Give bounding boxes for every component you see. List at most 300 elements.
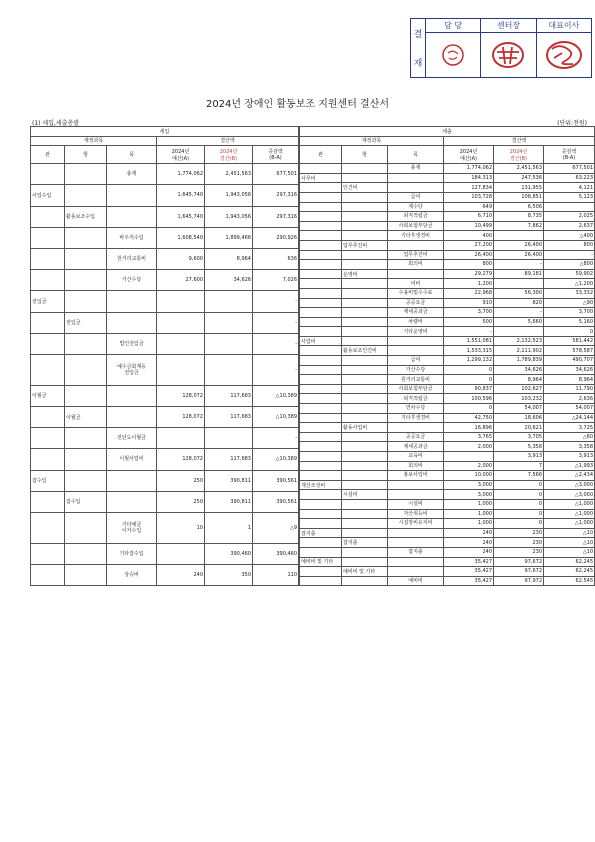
amount-cell: - [253, 291, 299, 312]
account-cell [388, 269, 444, 279]
amount-cell: - [253, 354, 299, 385]
account-cell: 퇴직적립금 [388, 394, 444, 404]
account-cell [342, 202, 388, 212]
account-cell: 활동보조수입 [65, 206, 107, 227]
amount-cell: 1,943,056 [205, 206, 253, 227]
amount-cell: 26,400 [494, 250, 544, 260]
account-cell [300, 471, 342, 481]
amount-cell: 97,972 [494, 576, 544, 586]
account-cell [300, 432, 342, 442]
section-subtitle: (1) 세입,세출총괄 [32, 120, 80, 127]
account-cell [65, 428, 107, 449]
amount-cell: 184,313 [444, 173, 494, 183]
amount-cell: 6,710 [444, 212, 494, 222]
amount-cell: 8,735 [494, 212, 544, 222]
amount-cell: 33,332 [544, 288, 595, 298]
signature-stamp-icon [481, 33, 535, 77]
amount-cell: 0 [444, 365, 494, 375]
amount-cell: 0 [444, 375, 494, 385]
table-row [31, 543, 299, 564]
income-col-diff: 증감액 (B-A) [253, 146, 299, 164]
account-cell: 회의비 [388, 461, 444, 471]
amount-cell: 11,790 [544, 384, 595, 394]
table-row [300, 423, 595, 433]
table-row [31, 512, 299, 543]
amount-cell [494, 231, 544, 241]
account-cell: 차량비 [388, 317, 444, 327]
amount-cell: 62,245 [544, 567, 595, 577]
account-cell [342, 461, 388, 471]
amount-cell: 240 [444, 528, 494, 538]
amount-cell: 128,072 [157, 406, 205, 427]
amount-cell: 1,774,062 [444, 164, 494, 174]
amount-cell: 390,460 [205, 543, 253, 564]
table-row [300, 442, 595, 452]
approval-side-label [411, 19, 426, 77]
account-cell [300, 212, 342, 222]
amount-cell: 16,896 [444, 423, 494, 433]
account-cell [300, 356, 342, 366]
amount-cell: 1,533,315 [444, 346, 494, 356]
account-cell [300, 519, 342, 529]
account-cell: 사업비 [300, 336, 342, 346]
table-row [31, 206, 299, 227]
approval-header-director: 센터장 [481, 19, 535, 33]
amount-cell: - [444, 327, 494, 337]
income-table [30, 126, 299, 586]
table-row [300, 480, 595, 490]
expense-col-group: 계정과목 [300, 136, 444, 146]
account-cell [388, 423, 444, 433]
amount-cell: 3,725 [544, 423, 595, 433]
amount-cell: 3,000 [444, 490, 494, 500]
account-cell [31, 248, 65, 269]
amount-cell: △60 [544, 432, 595, 442]
table-row [300, 538, 595, 548]
amount-cell [205, 312, 253, 333]
account-cell [388, 240, 444, 250]
amount-cell: 1,774,062 [157, 164, 205, 185]
amount-cell: △10 [544, 538, 595, 548]
approval-col-staff [426, 19, 481, 77]
account-cell: 활동보조인건비 [342, 346, 388, 356]
amount-cell: 1,299,132 [444, 356, 494, 366]
amount-cell [494, 279, 544, 289]
account-cell [300, 423, 342, 433]
account-cell [107, 185, 157, 206]
amount-cell: 5,123 [544, 192, 595, 202]
account-cell [107, 491, 157, 512]
table-row [300, 240, 595, 250]
approval-header-staff: 담 당 [426, 19, 480, 33]
amount-cell: 1,899,466 [205, 227, 253, 248]
income-header: 세입 [31, 127, 299, 137]
amount-cell: 400 [444, 231, 494, 241]
amount-cell: 0 [494, 480, 544, 490]
account-cell: 기타운영비 [388, 327, 444, 337]
account-cell: 사무비 [300, 173, 342, 183]
amount-cell: △2,434 [544, 471, 595, 481]
amount-cell: △1,000 [544, 499, 595, 509]
account-cell [300, 269, 342, 279]
table-row [300, 250, 595, 260]
amount-cell: △10 [544, 547, 595, 557]
table-row [300, 567, 595, 577]
amount-cell: 54,007 [544, 404, 595, 414]
account-cell [342, 212, 388, 222]
amount-cell: 34,626 [544, 365, 595, 375]
account-cell [388, 557, 444, 567]
amount-cell: 90,837 [444, 384, 494, 394]
account-cell [65, 291, 107, 312]
account-cell: 기타후생경비 [388, 413, 444, 423]
expense-col-budget: 2024년 예산(A) [444, 146, 494, 164]
table-row [31, 565, 299, 586]
table-row [300, 461, 595, 471]
amount-cell: △800 [544, 260, 595, 270]
account-cell [388, 490, 444, 500]
account-cell [342, 327, 388, 337]
amount-cell: △1,000 [544, 509, 595, 519]
account-cell: 공공요금 [388, 432, 444, 442]
account-cell: 예비비 및 기타 [342, 567, 388, 577]
account-cell [388, 538, 444, 548]
amount-cell: 500 [444, 317, 494, 327]
table-row [300, 404, 595, 414]
expense-col-gwan: 관 [300, 146, 342, 164]
table-row [300, 221, 595, 231]
table-row [300, 557, 595, 567]
account-cell: 활동사업비 [342, 423, 388, 433]
amount-cell: 5,160 [544, 317, 595, 327]
table-row [31, 164, 299, 185]
account-cell: 제수당 [388, 202, 444, 212]
account-cell [342, 576, 388, 586]
account-cell [342, 260, 388, 270]
income-col-group: 계정과목 [31, 136, 157, 146]
table-row [300, 519, 595, 529]
amount-cell: 230 [494, 538, 544, 548]
table-row [300, 288, 595, 298]
account-cell [342, 499, 388, 509]
amount-cell: 56,300 [494, 288, 544, 298]
account-cell [65, 385, 107, 406]
account-cell [342, 173, 388, 183]
amount-cell: 62,245 [544, 557, 595, 567]
account-cell [300, 317, 342, 327]
table-row [300, 490, 595, 500]
table-row [31, 312, 299, 333]
amount-cell: 26,400 [444, 250, 494, 260]
account-cell: 원거리교통비 [107, 248, 157, 269]
account-cell [300, 404, 342, 414]
account-cell [342, 375, 388, 385]
account-cell: 이월금 [31, 385, 65, 406]
amount-cell [444, 452, 494, 462]
amount-cell: 131,955 [494, 183, 544, 193]
amount-cell: 27,200 [444, 240, 494, 250]
approval-header-ceo: 대표이사 [537, 19, 591, 33]
signature-stamp-icon [537, 33, 591, 77]
amount-cell: 2,451,563 [494, 164, 544, 174]
account-cell [31, 565, 65, 586]
account-cell [300, 567, 342, 577]
amount-cell: 240 [444, 547, 494, 557]
account-cell [300, 461, 342, 471]
table-row [300, 279, 595, 289]
account-cell [300, 442, 342, 452]
amount-cell: 390,561 [253, 491, 299, 512]
account-cell [342, 317, 388, 327]
account-cell [31, 449, 65, 470]
amount-cell: 8,964 [544, 375, 595, 385]
account-cell: 법인전입금 [107, 333, 157, 354]
table-row [300, 346, 595, 356]
account-cell [342, 288, 388, 298]
amount-cell: 63,223 [544, 173, 595, 183]
amount-cell [157, 354, 205, 385]
amount-cell: 117,683 [205, 406, 253, 427]
account-cell [300, 365, 342, 375]
amount-cell: - [494, 308, 544, 318]
amount-cell: 390,811 [205, 491, 253, 512]
account-cell [388, 528, 444, 538]
account-cell [342, 250, 388, 260]
amount-cell: 128,072 [157, 385, 205, 406]
account-cell [342, 279, 388, 289]
amount-cell: 108,851 [494, 192, 544, 202]
account-cell [342, 452, 388, 462]
amount-cell: 1 [205, 512, 253, 543]
table-row [300, 509, 595, 519]
account-cell: 총계 [388, 164, 444, 174]
expense-header: 세출 [300, 127, 595, 137]
account-cell [31, 543, 65, 564]
amount-cell: 7 [494, 461, 544, 471]
amount-cell: 910 [444, 298, 494, 308]
amount-cell [205, 428, 253, 449]
amount-cell: 649 [444, 202, 494, 212]
amount-cell: 1,200 [444, 279, 494, 289]
amount-cell: 6,506 [494, 202, 544, 212]
approval-col-ceo [537, 19, 591, 77]
table-row [300, 317, 595, 327]
amount-cell: 2,637 [544, 221, 595, 231]
table-row [31, 270, 299, 291]
approval-box [410, 18, 592, 78]
expense-table [299, 126, 595, 586]
amount-cell: 0 [494, 499, 544, 509]
account-cell [107, 291, 157, 312]
account-cell [342, 308, 388, 318]
amount-cell: △3,000 [544, 480, 595, 490]
account-cell: 잡지출 [388, 547, 444, 557]
amount-cell: 800 [544, 240, 595, 250]
account-cell [65, 470, 107, 491]
amount-cell [205, 291, 253, 312]
table-row [31, 470, 299, 491]
amount-cell: 3,358 [544, 442, 595, 452]
amount-cell: 800 [444, 260, 494, 270]
amount-cell: 1,000 [444, 509, 494, 519]
account-cell [300, 192, 342, 202]
account-cell [31, 206, 65, 227]
amount-cell [157, 291, 205, 312]
account-cell: 공공요금 [388, 298, 444, 308]
account-cell: 잡수입 [65, 491, 107, 512]
amount-cell: 250 [157, 491, 205, 512]
amount-cell: 34,626 [494, 365, 544, 375]
account-cell: 가산수당 [388, 365, 444, 375]
amount-cell: 3,700 [444, 308, 494, 318]
table-row [31, 291, 299, 312]
amount-cell: 1,645,740 [157, 206, 205, 227]
amount-cell: 290,926 [253, 227, 299, 248]
amount-cell: 578,587 [544, 346, 595, 356]
account-cell [300, 547, 342, 557]
income-col-result: 2024년 결산(B) [205, 146, 253, 164]
amount-cell: 0 [494, 519, 544, 529]
account-cell [342, 471, 388, 481]
account-cell [300, 538, 342, 548]
amount-cell: 390,561 [253, 470, 299, 491]
account-cell [388, 336, 444, 346]
amount-cell: 297,316 [253, 185, 299, 206]
amount-cell [157, 312, 205, 333]
amount-cell: 1,789,839 [494, 356, 544, 366]
table-row [31, 248, 299, 269]
account-cell [300, 240, 342, 250]
amount-cell: 3,000 [444, 480, 494, 490]
table-row [300, 365, 595, 375]
document-title: 2024년 장애인 활동보조 지원센터 결산서 [205, 99, 390, 110]
account-cell [300, 250, 342, 260]
amount-cell [205, 354, 253, 385]
table-row [300, 327, 595, 337]
amount-cell: 0 [494, 509, 544, 519]
amount-cell: 62,545 [544, 576, 595, 586]
amount-cell: 97,672 [494, 557, 544, 567]
table-row [300, 202, 595, 212]
account-cell [342, 432, 388, 442]
expense-col-mok: 목 [388, 146, 444, 164]
amount-cell: 230 [494, 528, 544, 538]
table-row [31, 491, 299, 512]
table-row [31, 354, 299, 385]
account-cell: 잡수입 [31, 470, 65, 491]
amount-cell: 677,501 [253, 164, 299, 185]
account-cell [342, 365, 388, 375]
amount-cell: △3,000 [544, 490, 595, 500]
amount-cell: 5,358 [494, 442, 544, 452]
table-row [300, 298, 595, 308]
amount-cell [157, 428, 205, 449]
table-row [300, 499, 595, 509]
table-row [31, 185, 299, 206]
amount-cell: 247,536 [494, 173, 544, 183]
amount-cell: 2,025 [544, 212, 595, 222]
amount-cell: 677,501 [544, 164, 595, 174]
account-cell [342, 231, 388, 241]
account-cell: 재산조성비 [300, 480, 342, 490]
amount-cell: 3,700 [544, 308, 595, 318]
amount-cell: - [253, 312, 299, 333]
amount-cell: 7,566 [494, 471, 544, 481]
table-row [300, 452, 595, 462]
amount-cell: 89,181 [494, 269, 544, 279]
account-cell: 인건비 [342, 183, 388, 193]
table-row [300, 192, 595, 202]
expense-col-result: 2024년 결산(B) [494, 146, 544, 164]
income-col-amount: 결산액 [157, 136, 299, 146]
table-row [300, 432, 595, 442]
account-cell [65, 164, 107, 185]
expense-col-hang: 항 [342, 146, 388, 164]
account-cell: 이월사업비 [107, 449, 157, 470]
account-cell: 여비 [388, 279, 444, 289]
table-row [300, 375, 595, 385]
account-cell [31, 428, 65, 449]
budget-tables [30, 126, 593, 586]
table-row [31, 227, 299, 248]
amount-cell: 2,000 [444, 461, 494, 471]
account-cell [388, 173, 444, 183]
account-cell: 퇴직적립금 [388, 212, 444, 222]
account-cell [342, 404, 388, 414]
amount-cell: 0 [444, 404, 494, 414]
account-cell [388, 480, 444, 490]
account-cell [342, 221, 388, 231]
account-cell: 사업수입 [31, 185, 65, 206]
amount-cell: 22,968 [444, 288, 494, 298]
account-cell: 교육비 [388, 452, 444, 462]
amount-cell [157, 543, 205, 564]
amount-cell: △10,389 [253, 449, 299, 470]
amount-cell: △1,000 [544, 519, 595, 529]
amount-cell: 35,427 [444, 576, 494, 586]
amount-cell: - [544, 250, 595, 260]
amount-cell: 3,913 [494, 452, 544, 462]
account-cell [388, 183, 444, 193]
account-cell [31, 227, 65, 248]
account-cell [65, 449, 107, 470]
amount-cell [494, 327, 544, 337]
account-cell: 수용비및수수료 [388, 288, 444, 298]
account-cell [300, 413, 342, 423]
amount-cell: 18,606 [494, 413, 544, 423]
table-row [31, 428, 299, 449]
account-cell [342, 336, 388, 346]
table-row [300, 576, 595, 586]
account-cell [31, 312, 65, 333]
account-cell [300, 509, 342, 519]
account-cell: 사회보험부담금 [388, 221, 444, 231]
account-cell: 제세공과금 [388, 308, 444, 318]
amount-cell: 42,750 [444, 413, 494, 423]
amount-cell: 1,645,740 [157, 185, 205, 206]
amount-cell: 2,000 [444, 442, 494, 452]
amount-cell: 1,551,081 [444, 336, 494, 346]
amount-cell: 9,600 [157, 248, 205, 269]
account-cell: 시설장비유지비 [388, 519, 444, 529]
table-row [300, 356, 595, 366]
amount-cell: △400 [544, 231, 595, 241]
table-row [300, 173, 595, 183]
account-cell [65, 512, 107, 543]
account-cell: 기타잡수입 [107, 543, 157, 564]
account-cell [342, 509, 388, 519]
account-cell [65, 354, 107, 385]
